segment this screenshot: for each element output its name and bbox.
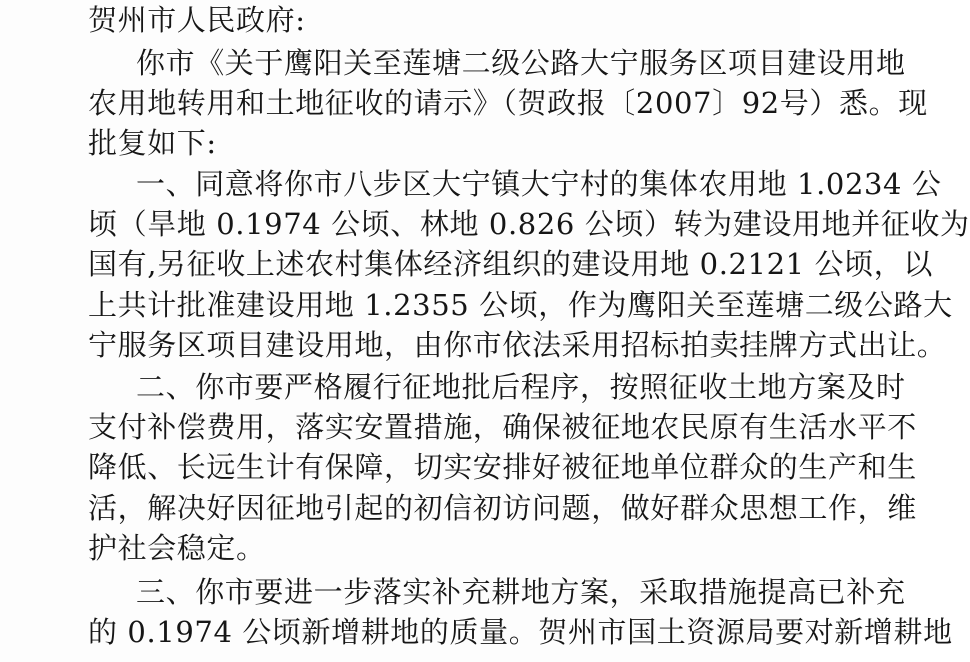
paragraph-line: 支付补偿费用，落实安置措施，确保被征地农民原有生活水平不 [88, 410, 917, 444]
paragraph-line: 你市《关于鹰阳关至莲塘二级公路大宁服务区项目建设用地 [136, 46, 906, 80]
paragraph-line: 活，解决好因征地引起的初信初访问题，做好群众思想工作，维 [88, 491, 917, 525]
paragraph-line: 的 0.1974 公顷新增耕地的质量。贺州市国土资源局要对新增耕地 [88, 615, 953, 649]
paragraph-line: 降低、长远生计有保障，切实安排好被征地单位群众的生产和生 [88, 450, 917, 484]
paragraph-line: 上共计批准建设用地 1.2355 公顷，作为鹰阳关至莲塘二级公路大 [88, 288, 953, 322]
paragraph-line: 三、你市要进一步落实补充耕地方案，采取措施提高已补充 [136, 575, 906, 609]
paragraph-line: 一、同意将你市八步区大宁镇大宁村的集体农用地 1.0234 公 [136, 167, 942, 201]
paragraph-line: 农用地转用和土地征收的请示》（贺政报〔2007〕92号）悉。现 [88, 86, 928, 120]
paragraph-line: 宁服务区项目建设用地，由你市依法采用招标拍卖挂牌方式出让。 [88, 328, 947, 362]
paragraph-line: 国有,另征收上述农村集体经济组织的建设用地 0.2121 公顷，以 [88, 247, 933, 281]
paragraph-line: 护社会稳定。 [88, 531, 266, 565]
paragraph-line: 批复如下: [88, 126, 217, 160]
paragraph-line: 二、你市要严格履行征地批后程序，按照征收土地方案及时 [136, 370, 906, 404]
salutation: 贺州市人民政府: [88, 3, 306, 37]
paragraph-line: 顷（旱地 0.1974 公顷、林地 0.826 公顷）转为建设用地并征收为 [88, 207, 970, 241]
